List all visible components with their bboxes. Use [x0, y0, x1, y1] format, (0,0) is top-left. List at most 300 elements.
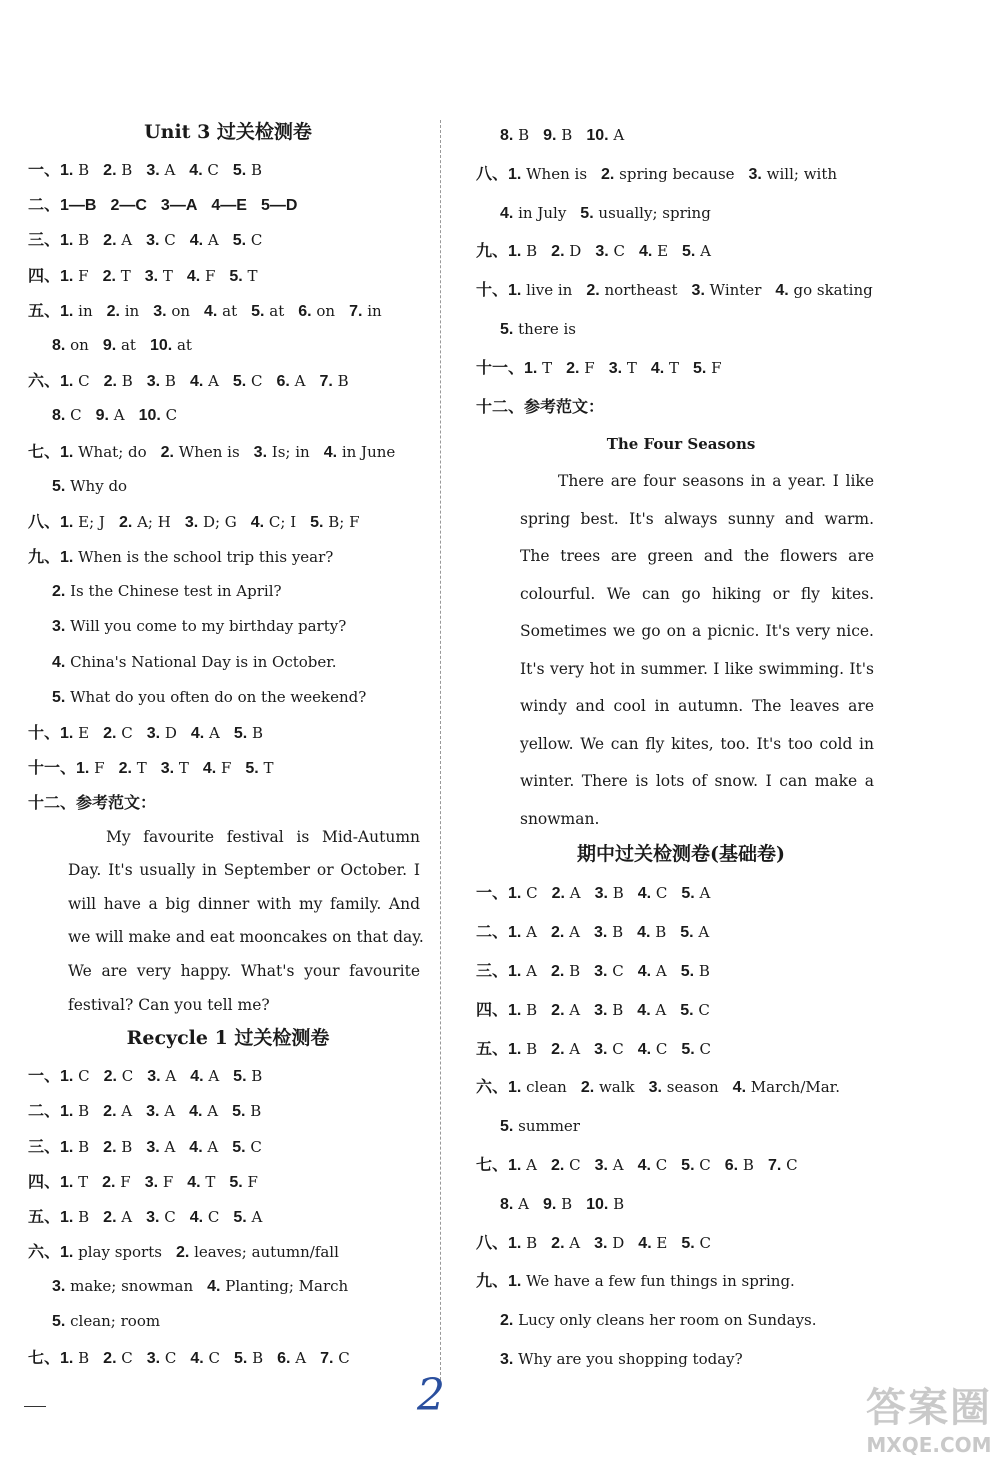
answer-row — [28, 1234, 428, 1269]
item-number: 4. — [637, 1156, 651, 1174]
answer-row — [28, 398, 428, 433]
item-number: 6. — [298, 302, 312, 320]
item-answer: A — [207, 231, 219, 250]
item-answer: B — [612, 884, 624, 903]
answer-item — [681, 884, 710, 902]
item-number: 5. — [500, 320, 514, 338]
answer-row — [476, 1030, 886, 1069]
question-label: 二、 — [28, 195, 61, 215]
item-number: 1. — [508, 885, 522, 903]
item-answer: B — [526, 242, 538, 261]
item-answer: A — [612, 1155, 624, 1174]
answer-item — [319, 372, 348, 390]
item-answer: When is — [526, 164, 588, 183]
item-number: 4. — [323, 443, 338, 461]
answer-item — [103, 161, 132, 179]
item-number: 1. — [60, 1173, 74, 1191]
item-answer: What; do — [78, 442, 147, 461]
item-number: 2. — [550, 1156, 565, 1174]
essay-line: snowman. — [520, 809, 600, 828]
item-answer: T — [162, 266, 173, 285]
question-label: 四、 — [28, 265, 61, 285]
item-number: 2. — [551, 1040, 565, 1058]
item-number: 4. — [186, 267, 201, 285]
question-label: 四、 — [28, 1171, 61, 1191]
answer-item — [508, 1040, 537, 1058]
sentence-text: Lucy only cleans her room on Sundays. — [518, 1311, 817, 1330]
item-answer: When is — [178, 442, 240, 461]
item-answer: C — [121, 1067, 134, 1086]
answer-item — [692, 281, 762, 299]
answer-row — [476, 310, 886, 349]
item-answer: A — [207, 1137, 219, 1156]
essay-line: Sometimes we go on a picnic. It's very nice. — [520, 622, 874, 641]
item-number: 3. — [594, 1234, 608, 1252]
item-number: 1. — [508, 1273, 522, 1291]
question-label: 八、 — [28, 511, 61, 531]
item-number: 9. — [543, 127, 557, 144]
answer-item — [52, 336, 89, 354]
answer-item — [104, 1067, 134, 1085]
answer-item — [103, 1102, 132, 1120]
item-number: 3. — [144, 1173, 159, 1191]
item-answer: C — [164, 1348, 177, 1367]
item-number: 3. — [594, 1156, 608, 1174]
answer-item — [229, 267, 257, 285]
item-answer: clean; room — [70, 1312, 161, 1331]
item-answer: A — [655, 1000, 667, 1019]
item-number: 2. — [551, 885, 565, 903]
answer-item — [161, 443, 240, 461]
question-label: 六、 — [28, 371, 61, 391]
item-number: 3. — [146, 1103, 160, 1121]
item-answer: F — [220, 759, 232, 778]
item-number: 4. — [202, 760, 217, 778]
item-number: 2. — [586, 282, 600, 300]
question-label: 五、 — [28, 300, 61, 320]
item-answer: T — [205, 1172, 216, 1191]
question-label: 七、 — [28, 441, 61, 461]
answer-item — [543, 1195, 572, 1213]
answer-item — [551, 1156, 581, 1174]
sentence-answer — [28, 609, 428, 644]
answer-item — [161, 759, 189, 777]
essay-line: We are very happy. What's your favourite — [68, 961, 420, 980]
sentence-answer — [28, 574, 428, 609]
essay-body — [28, 821, 428, 1023]
answer-item — [190, 1208, 220, 1226]
answer-item — [637, 923, 666, 941]
item-answer: T — [120, 266, 131, 285]
question-label: 十一、 — [476, 357, 525, 377]
item-number: 5. — [52, 1313, 66, 1331]
item-number: 3. — [52, 618, 66, 636]
item-number: 2. — [566, 359, 580, 377]
item-answer: at — [120, 335, 136, 354]
item-number: 5. — [245, 760, 259, 778]
item-number: 5. — [682, 243, 696, 261]
answer-item — [551, 1234, 580, 1252]
sentence-text: Will you come to my birthday party? — [70, 617, 347, 636]
answer-item — [638, 1040, 668, 1058]
item-number: 5. — [232, 373, 247, 391]
answer-item — [153, 302, 190, 320]
answer-item — [768, 1156, 798, 1174]
item-number: 9. — [95, 407, 109, 425]
item-number: 6. — [724, 1156, 739, 1174]
answer-item — [594, 1001, 623, 1019]
question-label: 八、 — [476, 163, 509, 183]
item-answer: A — [526, 923, 537, 942]
answer-row — [28, 504, 428, 539]
item-answer: D — [612, 1233, 625, 1252]
item-number: 2. — [103, 373, 117, 391]
answer-item — [566, 359, 595, 377]
question-label: 九、 — [476, 1271, 509, 1291]
item-number: 4. — [637, 1040, 652, 1058]
item-number: 2. — [601, 165, 615, 183]
item-answer: B — [526, 1233, 538, 1252]
answer-item — [543, 126, 572, 144]
item-answer: C — [164, 231, 176, 250]
item-number: 5. — [233, 1208, 247, 1226]
essay-line: My favourite festival is Mid-Autumn — [106, 827, 420, 846]
item-number: 3. — [184, 513, 199, 531]
answer-item — [102, 1173, 131, 1191]
item-answer: Planting; March — [225, 1277, 349, 1296]
answer-item — [232, 1138, 262, 1156]
answer-item — [233, 1208, 262, 1226]
answer-item — [233, 231, 263, 249]
answer-item — [147, 372, 176, 390]
item-number: 4. — [190, 1349, 204, 1367]
item-number: 3. — [648, 1079, 662, 1097]
answer-item — [60, 443, 147, 461]
answer-row — [28, 187, 428, 222]
item-answer: C — [699, 1233, 711, 1252]
answer-item — [277, 372, 306, 390]
answer-item — [119, 513, 171, 531]
answer-item — [107, 302, 140, 320]
answer-item — [190, 231, 219, 249]
item-number: 4. — [637, 1001, 651, 1019]
item-answer: C — [207, 1207, 220, 1226]
answer-item — [508, 242, 537, 260]
answer-item — [594, 1040, 624, 1058]
answer-item — [551, 242, 581, 260]
answer-row — [28, 328, 428, 363]
essay-line: spring best. It's always sunny and warm. — [520, 509, 874, 528]
item-answer: C — [78, 372, 90, 391]
answer-item — [508, 962, 537, 980]
item-answer: at — [176, 335, 192, 354]
item-number: 8. — [52, 336, 66, 354]
answer-item — [680, 923, 709, 941]
answer-item — [145, 267, 173, 285]
left-column — [28, 116, 428, 1375]
answer-item — [500, 320, 576, 338]
answer-item — [187, 267, 216, 285]
essay-label — [28, 785, 428, 820]
item-number: 1. — [60, 443, 74, 461]
question-label: 八、 — [476, 1232, 509, 1252]
answer-item — [190, 1349, 220, 1367]
answer-item — [147, 724, 177, 742]
item-number: 5. — [680, 1001, 694, 1019]
watermark-logo: 答案圈 — [866, 1385, 992, 1431]
item-answer: C — [121, 1348, 133, 1367]
item-number: 1. — [60, 1138, 74, 1156]
item-answer: T — [136, 759, 147, 778]
item-number: 5. — [229, 1173, 243, 1191]
question-label: 二、 — [476, 922, 509, 942]
item-answer: northeast — [604, 281, 678, 300]
answer-item — [52, 477, 127, 495]
item-number: 4. — [650, 359, 665, 377]
item-answer: C — [338, 1348, 350, 1367]
answer-item — [60, 302, 93, 320]
item-answer: A — [121, 1102, 133, 1121]
question-label: 九、 — [28, 547, 61, 567]
answer-item — [60, 1208, 89, 1226]
answer-row — [476, 116, 886, 155]
item-number: 5. — [232, 1138, 246, 1156]
section-title-unit3: Unit 3 过关检测卷 — [144, 121, 312, 143]
answer-item — [693, 359, 722, 377]
item-number: 3. — [594, 1001, 608, 1019]
answer-row — [28, 222, 428, 257]
item-answer: make; snowman — [70, 1277, 194, 1296]
item-answer: T — [178, 759, 189, 778]
item-answer: C — [569, 1155, 581, 1174]
answer-item — [637, 1001, 666, 1019]
item-number: 1. — [508, 1079, 522, 1097]
item-answer: F — [711, 358, 722, 377]
item-answer: A — [569, 884, 581, 903]
item-number: 3. — [146, 725, 161, 742]
item-answer: C — [612, 961, 624, 980]
answer-item — [52, 1312, 160, 1330]
essay-line: windy and cool in autumn. The leaves are — [520, 697, 874, 716]
answer-row — [28, 1058, 428, 1093]
answer-item — [60, 1349, 89, 1367]
item-answer: B — [518, 126, 530, 144]
item-answer: go skating — [793, 281, 873, 300]
answer-item — [595, 242, 625, 260]
item-answer: C — [78, 1067, 90, 1086]
essay-label — [476, 388, 886, 427]
item-number: 4. — [637, 924, 651, 942]
item-number: 2. — [500, 1312, 514, 1330]
item-number: 3. — [691, 282, 705, 300]
answer-item — [298, 302, 335, 320]
item-answer: F — [584, 358, 595, 377]
item-answer: T — [263, 759, 274, 778]
answer-item — [310, 513, 359, 531]
item-number: 3. — [146, 1208, 160, 1226]
answer-item — [60, 1243, 162, 1261]
item-answer: B — [121, 161, 133, 179]
item-number: 1. — [508, 243, 522, 261]
item-number: 10. — [138, 407, 161, 425]
answer-item — [60, 724, 89, 742]
answer-row — [28, 363, 428, 398]
item-number: 2. — [103, 1138, 117, 1156]
answer-item — [508, 281, 572, 299]
answer-item — [586, 1195, 624, 1213]
item-answer: B — [613, 1194, 625, 1213]
item-number: 2. — [52, 583, 66, 601]
item-number: 3. — [595, 243, 609, 261]
question-label: 二、 — [28, 1101, 61, 1121]
footer-rule — [24, 1406, 46, 1407]
item-answer: A — [569, 1000, 581, 1019]
item-answer: B — [698, 961, 710, 980]
answer-item — [103, 336, 136, 354]
item-answer: T — [668, 358, 679, 377]
item-answer: B — [164, 372, 176, 391]
item-number: 3. — [748, 165, 762, 183]
answer-item — [638, 962, 667, 980]
item-answer: A — [295, 1348, 307, 1367]
item-number: 2. — [551, 1234, 565, 1252]
answer-item — [190, 372, 219, 390]
answer-item — [500, 1195, 529, 1213]
answer-item — [191, 724, 220, 742]
essay-line: festival? Can you tell me? — [68, 995, 270, 1014]
item-number: 5. — [234, 1349, 248, 1367]
question-label: 十一、 — [28, 758, 77, 778]
item-answer: B — [78, 1137, 90, 1156]
item-number: 4. — [204, 302, 218, 320]
answer-item — [581, 1078, 635, 1096]
answer-item — [189, 1102, 218, 1120]
item-answer: C — [699, 1039, 711, 1058]
answer-item — [189, 161, 219, 179]
item-number: 3. — [500, 1350, 514, 1368]
essay-line: winter. There is lots of snow. I can make a — [520, 772, 874, 791]
item-number: 8. — [52, 407, 66, 425]
item-number: 2. — [103, 1068, 117, 1086]
item-answer: A — [121, 231, 133, 250]
item-number: 2. — [102, 1173, 116, 1191]
answer-row — [476, 155, 886, 194]
sentence-answer — [476, 1340, 886, 1379]
item-number: 9. — [102, 336, 117, 354]
answer-row — [476, 913, 886, 952]
answer-item — [681, 962, 710, 980]
answer-item — [245, 759, 273, 777]
item-number: 2. — [103, 162, 117, 179]
item-number: 7. — [320, 1349, 334, 1367]
item-number: 3. — [146, 232, 160, 250]
answer-row — [28, 1304, 428, 1339]
item-answer: C; I — [268, 512, 297, 531]
item-answer: A — [164, 1102, 176, 1121]
answer-row — [28, 152, 428, 187]
sentence-text: Why are you shopping today? — [518, 1349, 743, 1368]
item-number: 1. — [60, 232, 74, 250]
item-number: 1. — [60, 373, 74, 391]
item-number: 5. — [680, 924, 694, 942]
item-answer: B — [78, 1348, 90, 1367]
item-number: 1. — [508, 1234, 522, 1252]
answer-item — [232, 1102, 261, 1120]
answer-item — [60, 1102, 89, 1120]
item-number: 3. — [147, 1068, 161, 1086]
answer-row — [28, 715, 428, 750]
item-answer: T — [78, 1172, 89, 1191]
item-answer: March/Mar. — [750, 1078, 840, 1097]
essay-line: It's very hot in summer. I like swimming. It's — [520, 659, 874, 678]
answer-row — [476, 232, 886, 271]
sentence-text: What do you often do on the weekend? — [70, 687, 367, 706]
item-number: 4. — [500, 204, 514, 222]
item-number: 10. — [586, 127, 609, 144]
answer-item — [320, 1349, 350, 1367]
answer-item — [187, 1173, 215, 1191]
item-answer: A — [569, 923, 580, 942]
item-answer: season — [666, 1078, 719, 1097]
item-answer: summer — [518, 1117, 580, 1136]
answer-item — [103, 231, 132, 249]
answer-item — [60, 161, 89, 179]
answer-item — [609, 359, 637, 377]
item-number: 10. — [586, 1195, 609, 1213]
answer-row — [476, 271, 886, 310]
answer-item — [638, 1156, 668, 1174]
item-number: 5. — [232, 162, 247, 179]
item-answer: A — [165, 1067, 177, 1086]
item-answer: C — [70, 406, 82, 425]
item-answer: B — [121, 372, 133, 391]
answer-item — [103, 1208, 132, 1226]
item-number: 1. — [60, 1103, 74, 1121]
answer-item — [119, 759, 147, 777]
answer-item — [508, 1156, 537, 1174]
item-number: 5. — [52, 477, 66, 495]
item-answer: F — [204, 266, 216, 285]
item-answer: walk — [598, 1078, 635, 1097]
answer-item — [52, 406, 82, 424]
item-number: 1. — [60, 1208, 74, 1226]
item-answer: D — [164, 724, 177, 742]
item-answer: in June — [341, 442, 396, 461]
item-number: 2. — [160, 443, 174, 461]
question-label: 三、 — [28, 1136, 61, 1156]
item-answer: in — [78, 301, 93, 320]
item-number: 5. — [692, 359, 707, 377]
item-answer: B — [337, 372, 349, 391]
sentence-text: When is the school trip this year? — [78, 548, 334, 567]
item-answer: usually; spring — [598, 203, 711, 222]
item-answer: A — [113, 406, 125, 425]
item-number: 8. — [500, 127, 514, 144]
item-number: 2. — [175, 1244, 190, 1262]
item-number: 2. — [106, 302, 120, 320]
item-number: 5. — [251, 302, 265, 320]
item-answer: C — [164, 1207, 176, 1226]
item-answer: B — [252, 1348, 264, 1367]
answer-item — [595, 884, 624, 902]
item-answer: E — [78, 724, 90, 742]
item-answer: play sports — [78, 1243, 162, 1262]
item-number: 4. — [189, 1138, 203, 1156]
answer-item — [651, 359, 679, 377]
answer-row — [476, 952, 886, 991]
item-answer: B — [655, 923, 667, 942]
question-label: 一、 — [28, 1066, 61, 1086]
